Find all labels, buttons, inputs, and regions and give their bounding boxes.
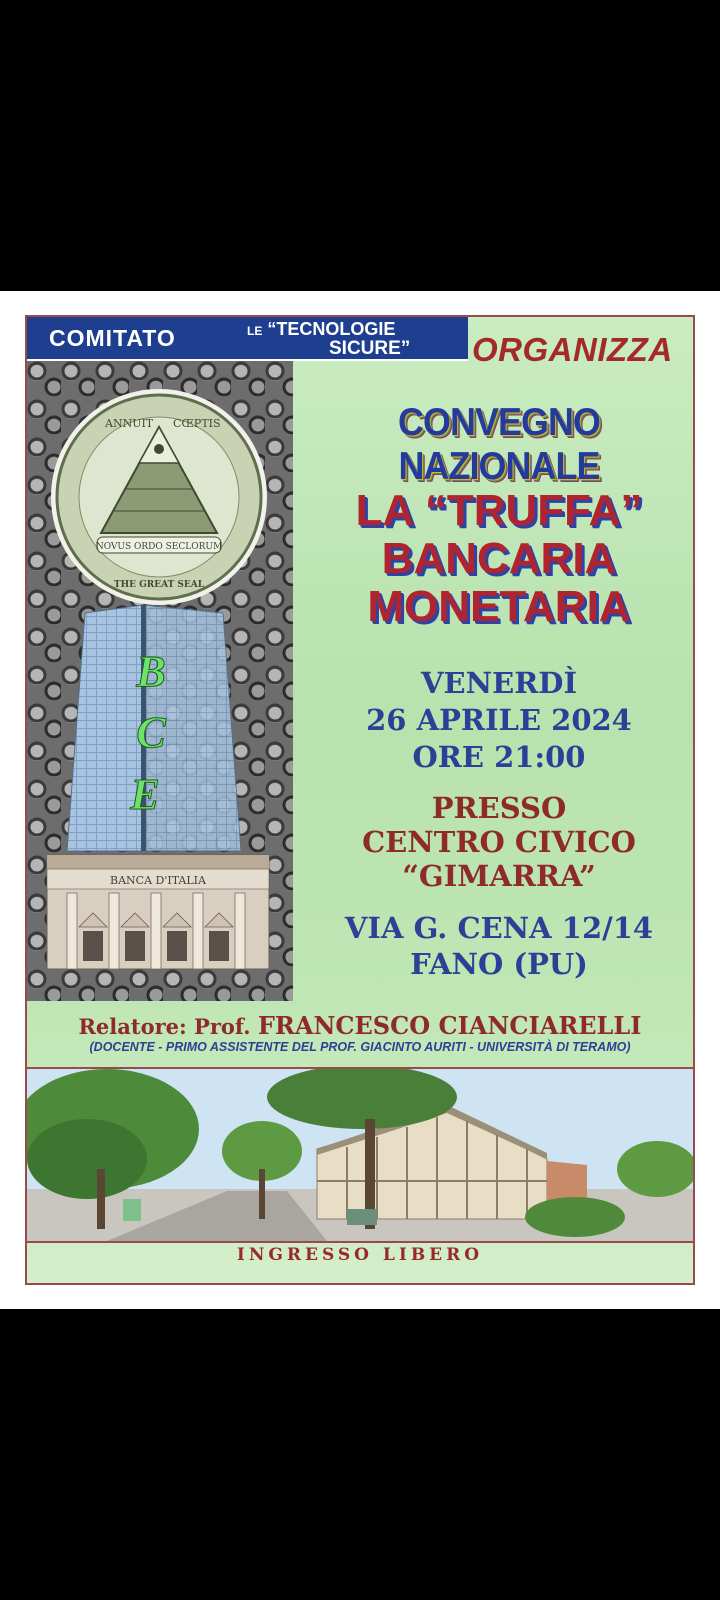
convegno-heading: CONVEGNO NAZIONALE: [398, 401, 600, 488]
bce-letter-e: E: [130, 770, 160, 819]
tecnologie-word: “TECNOLOGIE: [267, 319, 396, 339]
speaker-role: (DOCENTE - PRIMO ASSISTENTE DEL PROF. GIACINTO AURITI - UNIVERSITÀ DI TERAMO): [89, 1040, 631, 1054]
status-bar-area: [0, 0, 720, 291]
title-line-3: MONETARIA: [367, 582, 631, 631]
event-day: VENERDÌ: [420, 666, 578, 700]
venue-line-1: PRESSO: [431, 791, 567, 825]
event-datetime: [309, 665, 689, 776]
speaker-label: Relatore: Prof.: [78, 1014, 251, 1039]
event-venue: [309, 791, 689, 893]
tecnologie-label: [247, 320, 395, 340]
event-address: [309, 910, 689, 982]
sicure-label: SICURE”: [329, 338, 411, 359]
seal-great-seal-text: THE GREAT SEAL: [113, 580, 205, 590]
event-poster: [25, 315, 695, 1285]
organizza-label: ORGANIZZA: [472, 331, 673, 368]
venue-street-illustration: [27, 1069, 693, 1241]
venue-line-3: “GIMARRA”: [402, 859, 596, 893]
comitato-label: COMITATO: [49, 325, 176, 351]
free-entry-label: INGRESSO LIBERO: [236, 1245, 484, 1265]
bank-sign-text: BANCA D'ITALIA: [110, 874, 206, 887]
collage-illustration: [27, 361, 293, 1001]
bce-letter-c: C: [136, 708, 166, 757]
venue-photo: [27, 1067, 693, 1243]
title-line-1: LA “TRUFFA”: [355, 486, 643, 535]
organizer-header: [27, 317, 468, 361]
navigation-bar-area: [0, 1309, 720, 1600]
seal-coeptis-text: CŒPTIS: [173, 417, 221, 430]
seal-annuit-text: ANNUIT: [105, 417, 154, 430]
venue-line-2: CENTRO CIVICO: [362, 825, 636, 859]
poster-image: [0, 291, 720, 1309]
speaker-name: FRANCESCO CIANCIARELLI: [257, 1011, 642, 1040]
le-label: LE: [247, 324, 263, 338]
event-title: [309, 487, 689, 631]
event-time: ORE 21:00: [412, 740, 586, 774]
bce-letter-b: B: [136, 647, 166, 696]
banking-collage: [27, 361, 293, 1001]
address-street: VIA G. CENA 12/14: [344, 911, 654, 945]
speaker-line: [27, 1011, 693, 1040]
event-date: 26 APRILE 2024: [366, 703, 632, 737]
address-city: FANO (PU): [410, 947, 588, 981]
title-line-2: BANCARIA: [381, 534, 617, 583]
seal-banner-text: NOVUS ORDO SECLORUM: [95, 542, 223, 552]
